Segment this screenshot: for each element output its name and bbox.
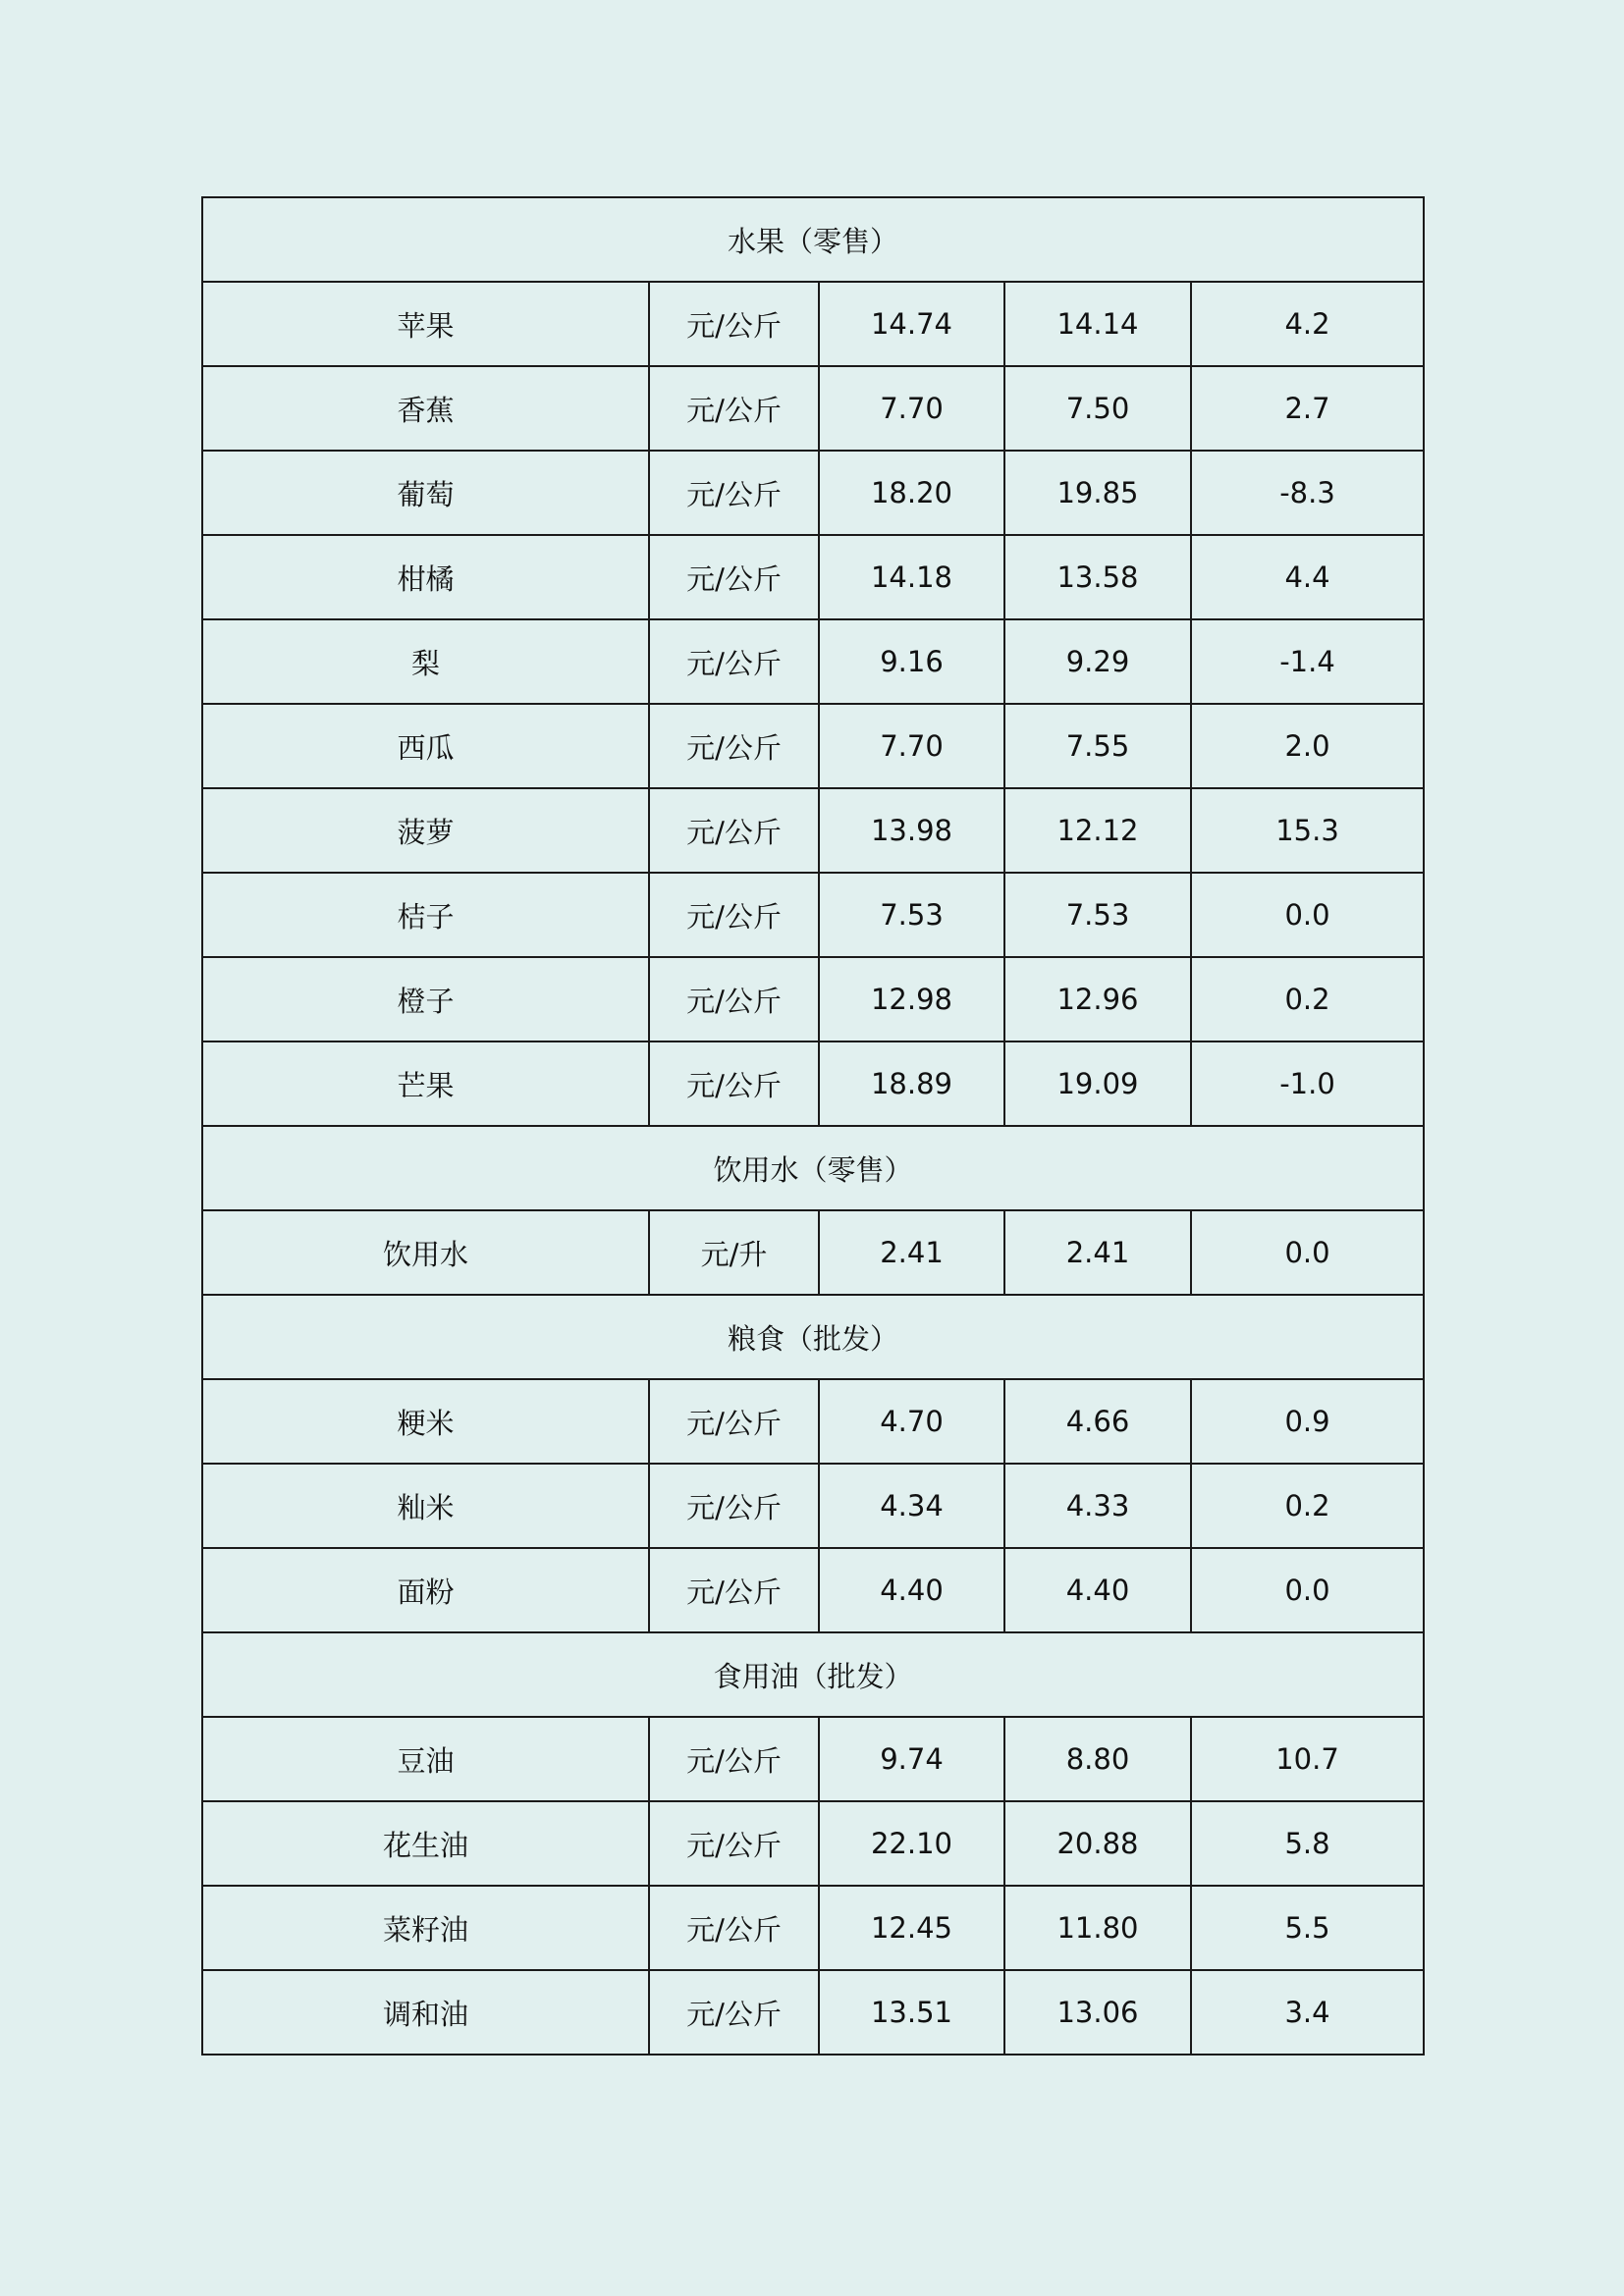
table-row xyxy=(202,1970,1424,2055)
unit-cell: 元/公斤 xyxy=(649,1041,819,1126)
unit-cell: 元/公斤 xyxy=(649,1801,819,1886)
item-name-cell: 西瓜 xyxy=(202,704,649,788)
item-name-cell: 饮用水 xyxy=(202,1210,649,1295)
unit-cell: 元/公斤 xyxy=(649,1970,819,2055)
current-price-cell: 4.40 xyxy=(819,1548,1004,1632)
unit-cell: 元/公斤 xyxy=(649,619,819,704)
previous-price-cell: 13.58 xyxy=(1004,535,1191,619)
change-percent-cell: 0.9 xyxy=(1191,1379,1424,1464)
current-price-cell: 7.53 xyxy=(819,873,1004,957)
unit-cell: 元/公斤 xyxy=(649,1379,819,1464)
unit-cell: 元/公斤 xyxy=(649,704,819,788)
change-percent-cell: 0.0 xyxy=(1191,1548,1424,1632)
unit-cell: 元/公斤 xyxy=(649,282,819,366)
table-row xyxy=(202,366,1424,451)
previous-price-cell: 7.55 xyxy=(1004,704,1191,788)
table-row xyxy=(202,704,1424,788)
previous-price-cell: 11.80 xyxy=(1004,1886,1191,1970)
current-price-cell: 7.70 xyxy=(819,366,1004,451)
table-row xyxy=(202,1548,1424,1632)
item-name-cell: 菠萝 xyxy=(202,788,649,873)
change-percent-cell: -1.4 xyxy=(1191,619,1424,704)
change-percent-cell: 5.8 xyxy=(1191,1801,1424,1886)
change-percent-cell: 4.4 xyxy=(1191,535,1424,619)
price-table xyxy=(201,196,1425,2056)
change-percent-cell: 10.7 xyxy=(1191,1717,1424,1801)
change-percent-cell: -1.0 xyxy=(1191,1041,1424,1126)
table-row xyxy=(202,282,1424,366)
previous-price-cell: 20.88 xyxy=(1004,1801,1191,1886)
change-percent-cell: 2.0 xyxy=(1191,704,1424,788)
current-price-cell: 13.98 xyxy=(819,788,1004,873)
unit-cell: 元/公斤 xyxy=(649,957,819,1041)
current-price-cell: 2.41 xyxy=(819,1210,1004,1295)
item-name-cell: 豆油 xyxy=(202,1717,649,1801)
item-name-cell: 菜籽油 xyxy=(202,1886,649,1970)
previous-price-cell: 2.41 xyxy=(1004,1210,1191,1295)
change-percent-cell: 0.0 xyxy=(1191,1210,1424,1295)
table-row xyxy=(202,1886,1424,1970)
previous-price-cell: 7.50 xyxy=(1004,366,1191,451)
item-name-cell: 花生油 xyxy=(202,1801,649,1886)
item-name-cell: 面粉 xyxy=(202,1548,649,1632)
previous-price-cell: 12.12 xyxy=(1004,788,1191,873)
table-row xyxy=(202,957,1424,1041)
change-percent-cell: 0.2 xyxy=(1191,957,1424,1041)
table-row xyxy=(202,1464,1424,1548)
unit-cell: 元/公斤 xyxy=(649,535,819,619)
previous-price-cell: 8.80 xyxy=(1004,1717,1191,1801)
unit-cell: 元/公斤 xyxy=(649,1717,819,1801)
table-row xyxy=(202,1379,1424,1464)
change-percent-cell: 0.0 xyxy=(1191,873,1424,957)
unit-cell: 元/公斤 xyxy=(649,788,819,873)
item-name-cell: 粳米 xyxy=(202,1379,649,1464)
previous-price-cell: 4.66 xyxy=(1004,1379,1191,1464)
item-name-cell: 梨 xyxy=(202,619,649,704)
table-row xyxy=(202,1717,1424,1801)
unit-cell: 元/公斤 xyxy=(649,366,819,451)
item-name-cell: 调和油 xyxy=(202,1970,649,2055)
current-price-cell: 13.51 xyxy=(819,1970,1004,2055)
section-header-row xyxy=(202,1126,1424,1210)
section-header-row xyxy=(202,1632,1424,1717)
table-row xyxy=(202,1210,1424,1295)
table-row xyxy=(202,619,1424,704)
current-price-cell: 14.74 xyxy=(819,282,1004,366)
section-header-row xyxy=(202,1295,1424,1379)
item-name-cell: 桔子 xyxy=(202,873,649,957)
current-price-cell: 12.98 xyxy=(819,957,1004,1041)
current-price-cell: 18.20 xyxy=(819,451,1004,535)
previous-price-cell: 12.96 xyxy=(1004,957,1191,1041)
current-price-cell: 12.45 xyxy=(819,1886,1004,1970)
section-title: 粮食（批发） xyxy=(202,1295,1424,1379)
table-row xyxy=(202,873,1424,957)
previous-price-cell: 13.06 xyxy=(1004,1970,1191,2055)
table-row xyxy=(202,535,1424,619)
previous-price-cell: 4.40 xyxy=(1004,1548,1191,1632)
unit-cell: 元/公斤 xyxy=(649,451,819,535)
change-percent-cell: 4.2 xyxy=(1191,282,1424,366)
previous-price-cell: 7.53 xyxy=(1004,873,1191,957)
section-title: 食用油（批发） xyxy=(202,1632,1424,1717)
item-name-cell: 葡萄 xyxy=(202,451,649,535)
change-percent-cell: 0.2 xyxy=(1191,1464,1424,1548)
item-name-cell: 橙子 xyxy=(202,957,649,1041)
current-price-cell: 7.70 xyxy=(819,704,1004,788)
section-title: 水果（零售） xyxy=(202,197,1424,282)
item-name-cell: 籼米 xyxy=(202,1464,649,1548)
current-price-cell: 4.70 xyxy=(819,1379,1004,1464)
previous-price-cell: 19.85 xyxy=(1004,451,1191,535)
table-row xyxy=(202,788,1424,873)
current-price-cell: 9.74 xyxy=(819,1717,1004,1801)
change-percent-cell: -8.3 xyxy=(1191,451,1424,535)
item-name-cell: 柑橘 xyxy=(202,535,649,619)
price-table-body xyxy=(202,197,1424,2055)
unit-cell: 元/公斤 xyxy=(649,1548,819,1632)
table-row xyxy=(202,1801,1424,1886)
unit-cell: 元/公斤 xyxy=(649,873,819,957)
change-percent-cell: 2.7 xyxy=(1191,366,1424,451)
change-percent-cell: 5.5 xyxy=(1191,1886,1424,1970)
current-price-cell: 9.16 xyxy=(819,619,1004,704)
previous-price-cell: 14.14 xyxy=(1004,282,1191,366)
unit-cell: 元/公斤 xyxy=(649,1464,819,1548)
current-price-cell: 22.10 xyxy=(819,1801,1004,1886)
current-price-cell: 18.89 xyxy=(819,1041,1004,1126)
previous-price-cell: 19.09 xyxy=(1004,1041,1191,1126)
table-row xyxy=(202,1041,1424,1126)
item-name-cell: 芒果 xyxy=(202,1041,649,1126)
item-name-cell: 香蕉 xyxy=(202,366,649,451)
change-percent-cell: 3.4 xyxy=(1191,1970,1424,2055)
section-title: 饮用水（零售） xyxy=(202,1126,1424,1210)
current-price-cell: 4.34 xyxy=(819,1464,1004,1548)
section-header-row xyxy=(202,197,1424,282)
unit-cell: 元/公斤 xyxy=(649,1886,819,1970)
table-row xyxy=(202,451,1424,535)
previous-price-cell: 4.33 xyxy=(1004,1464,1191,1548)
current-price-cell: 14.18 xyxy=(819,535,1004,619)
previous-price-cell: 9.29 xyxy=(1004,619,1191,704)
unit-cell: 元/升 xyxy=(649,1210,819,1295)
item-name-cell: 苹果 xyxy=(202,282,649,366)
change-percent-cell: 15.3 xyxy=(1191,788,1424,873)
